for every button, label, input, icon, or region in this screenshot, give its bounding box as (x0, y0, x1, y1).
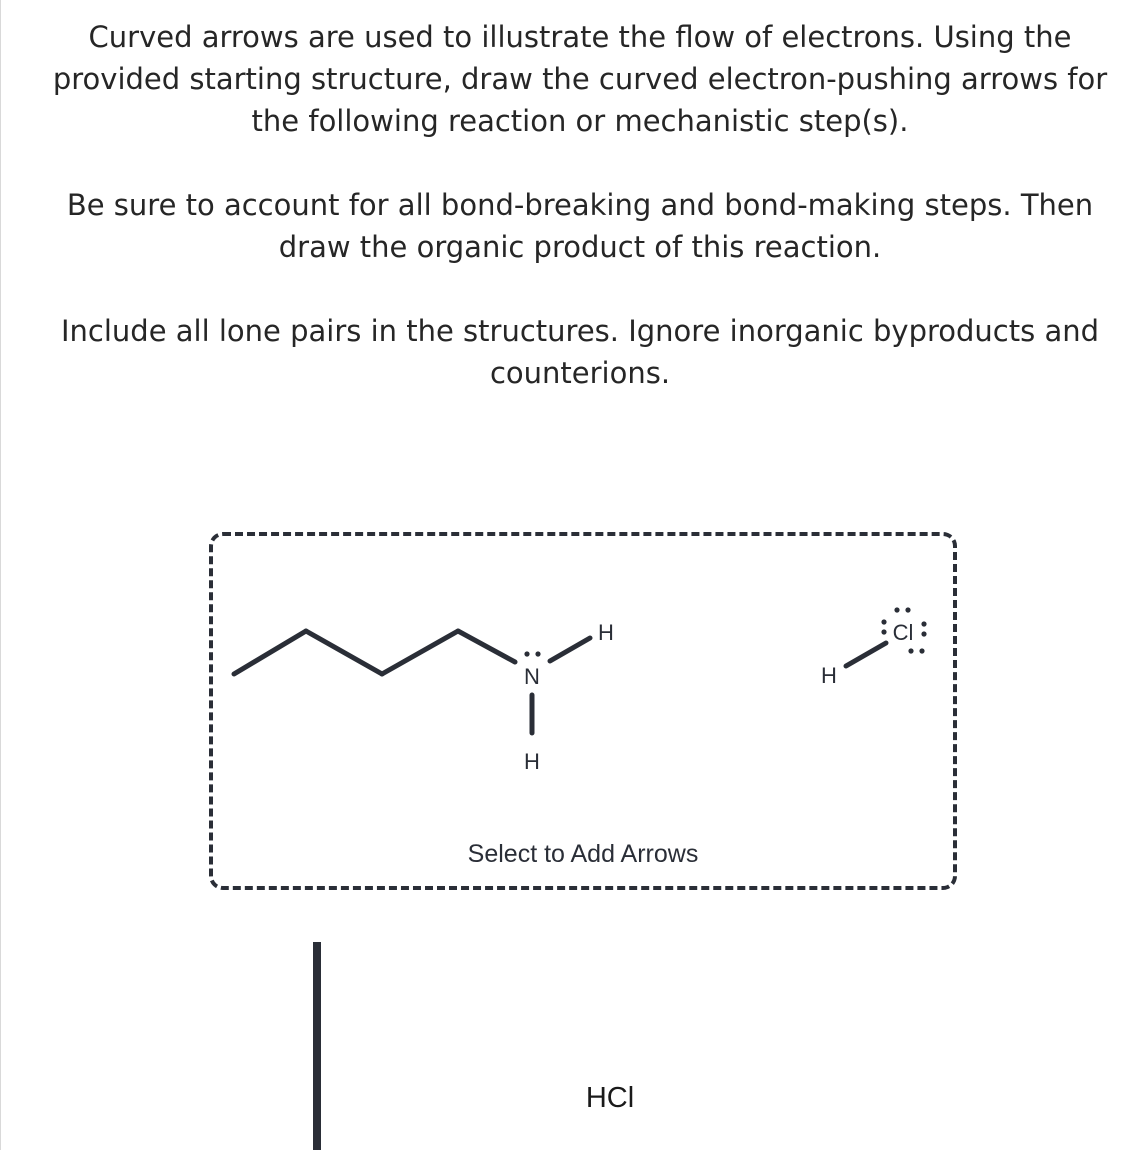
reaction-arrow-shaft (313, 942, 321, 1150)
arrow-drawing-canvas[interactable] (209, 532, 957, 890)
nitrogen-atom: N (524, 664, 540, 689)
instructions-paragraph-1: Curved arrows are used to illustrate the flow of electrons. Using the provided starting structure, draw the curved electron-pushing arrows for the following reaction or mechanistic step(s). (52, 20, 1108, 138)
page-left-edge (0, 0, 1, 1150)
chlorine-atom: Cl (892, 620, 914, 645)
select-to-add-arrows-label[interactable]: Select to Add Arrows (467, 840, 699, 868)
hydrogen-atom-top: H (598, 620, 614, 645)
reagent-label: HCl (585, 1082, 635, 1114)
instructions-paragraph-3: Include all lone pairs in the structures. Ignore inorganic byproducts and counterions. (60, 314, 1100, 390)
instructions (40, 16, 1120, 436)
hcl-hydrogen-atom: H (821, 663, 837, 688)
instructions-paragraph-2: Be sure to account for all bond-breaking and bond-making steps. Then draw the organic product of this reaction. (66, 188, 1094, 264)
hydrogen-atom-bottom: H (524, 749, 540, 774)
